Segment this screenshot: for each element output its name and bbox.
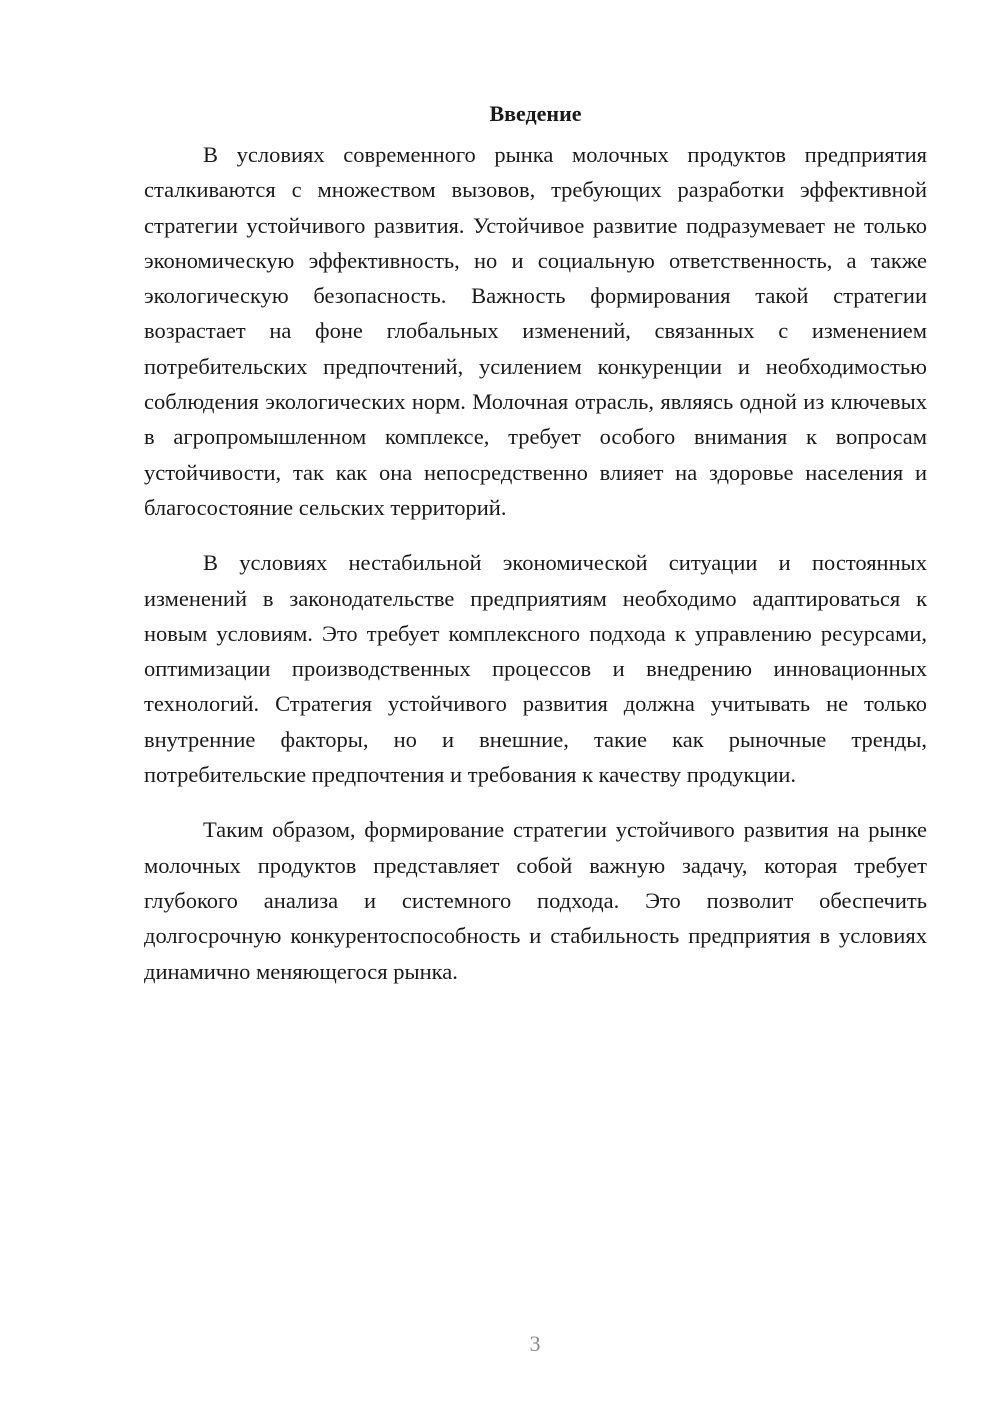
section-title: Введение [489,101,582,126]
paragraph-2: В условиях нестабильной экономической ситуации и постоянных изменений в законодательстве предприятиям необходимо адаптироваться к новым условиям. Это требует комплексного подхода к управлению ресурсами, оптимизации производственных процессов и внедрению инновационных технологий. Стратегия устойчивого развития должна учитывать не только внутренние факторы, но и внешние, такие как рыночные тренды, потребительские предпочтения и требования к качеству продукции. [144,550,927,788]
document-body [144,96,927,1009]
paragraph-1: В условиях современного рынка молочных продуктов предприятия сталкиваются с множеством вызовов, требующих разработки эффективной стратегии устойчивого развития. Устойчивое развитие подразумевает не только экономическую эффективность, но и социальную ответственность, а также экологическую безопасность. Важность формирования такой стратегии возрастает на фоне глобальных изменений, связанных с изменением потребительских предпочтений, усилением конкуренции и необходимостью соблюдения экологических норм. Молочная отрасль, являясь одной из ключевых в агропромышленном комплексе, требует особого внимания к вопросам устойчивости, так как она непосредственно влияет на здоровье населения и благосостояние сельских территорий. [144,142,927,520]
paragraph-3: Таким образом, формирование стратегии устойчивого развития на рынке молочных продуктов представляет собой важную задачу, которая требует глубокого анализа и системного подхода. Это позволит обеспечить долгосрочную конкурентоспособность и стабильность предприятия в условиях динамично меняющегося рынка. [144,817,927,984]
page-number: 3 [529,1331,541,1356]
